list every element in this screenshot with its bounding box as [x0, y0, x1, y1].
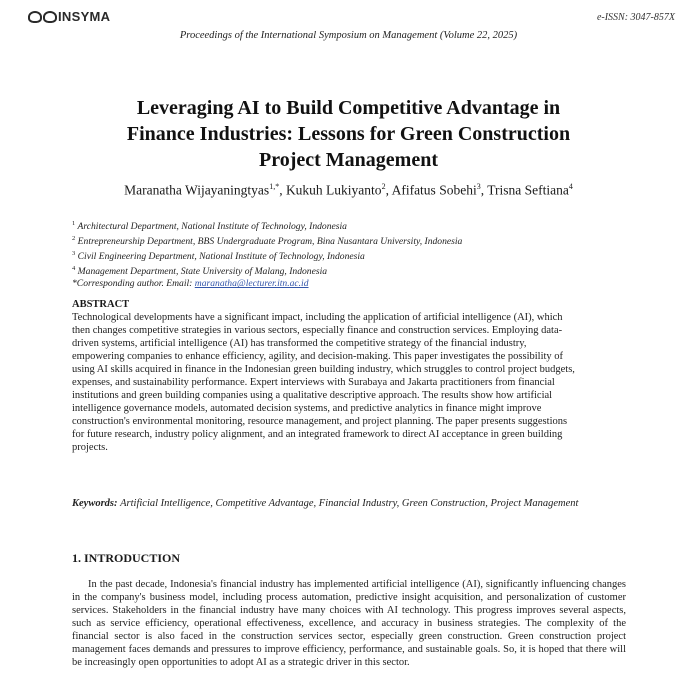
title-line: Leveraging AI to Build Competitive Advantage in [136, 97, 561, 119]
keywords-label: Keywords: [72, 498, 118, 509]
affiliation-item [72, 248, 462, 263]
abstract-line: construction's environmental monitoring, resource management, and project planning. The paper presents suggestions [72, 416, 568, 428]
corresponding-label: *Corresponding author. Email: [72, 278, 195, 290]
logo-mark-icon [43, 11, 57, 23]
affiliation-item [72, 233, 462, 248]
section-heading: 1. INTRODUCTION [72, 551, 181, 565]
author-sup: 2 [381, 182, 386, 191]
author-name: Maranatha Wijayaningtyas [124, 182, 270, 198]
author-name: Trisna Seftiana [487, 182, 569, 198]
abstract-heading: ABSTRACT [72, 299, 130, 310]
abstract-line: intelligence governance models, automated decision systems, and predictive analytics in finance might improve [72, 403, 542, 415]
proceedings-header: Proceedings of the International Symposium on Management (Volume 22, 2025) [179, 30, 518, 41]
insyma-logo [28, 9, 110, 24]
corresponding-author [72, 278, 462, 290]
abstract-line: projects. [72, 442, 108, 454]
abstract-line: institutions and green building companies using a qualitative descriptive approach. The results show how artificial [72, 390, 553, 402]
abstract-line: empowering companies to enhance efficiency, agility, and decision-making. This paper investigates the possibility of [72, 351, 564, 363]
logo-text: INSYMA [58, 9, 111, 24]
author-name: Afifatus Sobehi [391, 182, 477, 198]
affiliation-text: Entrepreneurship Department, BBS Undergraduate Program, Bina Nusantara University, Indonesia [77, 236, 463, 248]
affiliation-text: Civil Engineering Department, National Institute of Technology, Indonesia [77, 251, 365, 263]
affiliation-sup: 2 [72, 235, 76, 243]
affiliation-item [72, 263, 462, 278]
abstract-line: using AI skills acquired in finance in the Indonesian green building industry, which struggles to control project budgets, [72, 364, 575, 376]
keywords-text: Artificial Intelligence, Competitive Advantage, Financial Industry, Green Construction, Project Management [120, 498, 579, 509]
abstract-line: then changes competitive strategies in various sectors, especially finance and construction services. Employing data- [72, 325, 563, 337]
email-link[interactable]: maranatha@lecturer.itn.ac.id [194, 278, 309, 290]
author-name: Kukuh Lukiyanto [285, 182, 382, 198]
affiliation-item [72, 218, 462, 233]
author-list: Maranatha Wijayaningtyas$^{1,*}$, Kukuh Lukiyanto$^2$, Afifatus Sobehi$^3$, Trisna Seftiana$^4$ [124, 182, 573, 198]
affiliation-sup: 4 [72, 265, 76, 273]
abstract-line: driven systems, artificial intelligence (AI) has transformed the competitive strategy of the financial industry, [72, 338, 527, 350]
author-sup: 3 [476, 182, 481, 191]
logo-mark-icon [28, 11, 42, 23]
affiliation-sup: 1 [72, 220, 76, 227]
abstract-body [72, 311, 626, 455]
affiliations [72, 218, 462, 290]
issn: e-ISSN: 3047-857X [596, 12, 675, 23]
abstract-line: for future research, industry policy alignment, and an integrated framework to direct AI acceptance in green building [72, 429, 563, 441]
author-sup: 4 [568, 182, 573, 191]
author-sup: 1,* [269, 182, 280, 191]
introduction-paragraph: In the past decade, Indonesia's financial industry has implemented artificial intelligence (AI), significantly influencing changes in the company's business model, including process automation, predictive insight acquisition, and personalization of customer services. Stakeholders in the financial industry have many choices with AI technology. This progress improves several aspects, such as service efficiency, operational effectiveness, excellence, and accuracy in business strategies. The complexity of the financial sector is also faced in the construction services sector, especially green construction. Green construction project management faces demands and pressures to improve efficiency, performance, and sustainable goals. So, it is hoped that there will be increasingly open opportunities to adopt AI as a strategic driver in this sector. [72, 579, 626, 669]
abstract-line: Technological developments have a significant impact, including the application of artificial intelligence (AI), which [72, 312, 563, 323]
abstract-line: expenses, and sustainability performance. Expert interviews with Surabaya and Jakarta practitioners from financial [72, 377, 555, 389]
title-line: Project Management [258, 149, 438, 171]
title-line: Finance Industries: Lessons for Green Construction [126, 123, 571, 145]
keywords [72, 497, 626, 511]
affiliation-text: Architectural Department, National Institute of Technology, Indonesia [77, 221, 347, 233]
affiliation-sup: 3 [72, 250, 76, 258]
paper-title [40, 95, 657, 173]
affiliation-text: Management Department, State University of Malang, Indonesia [77, 266, 328, 278]
